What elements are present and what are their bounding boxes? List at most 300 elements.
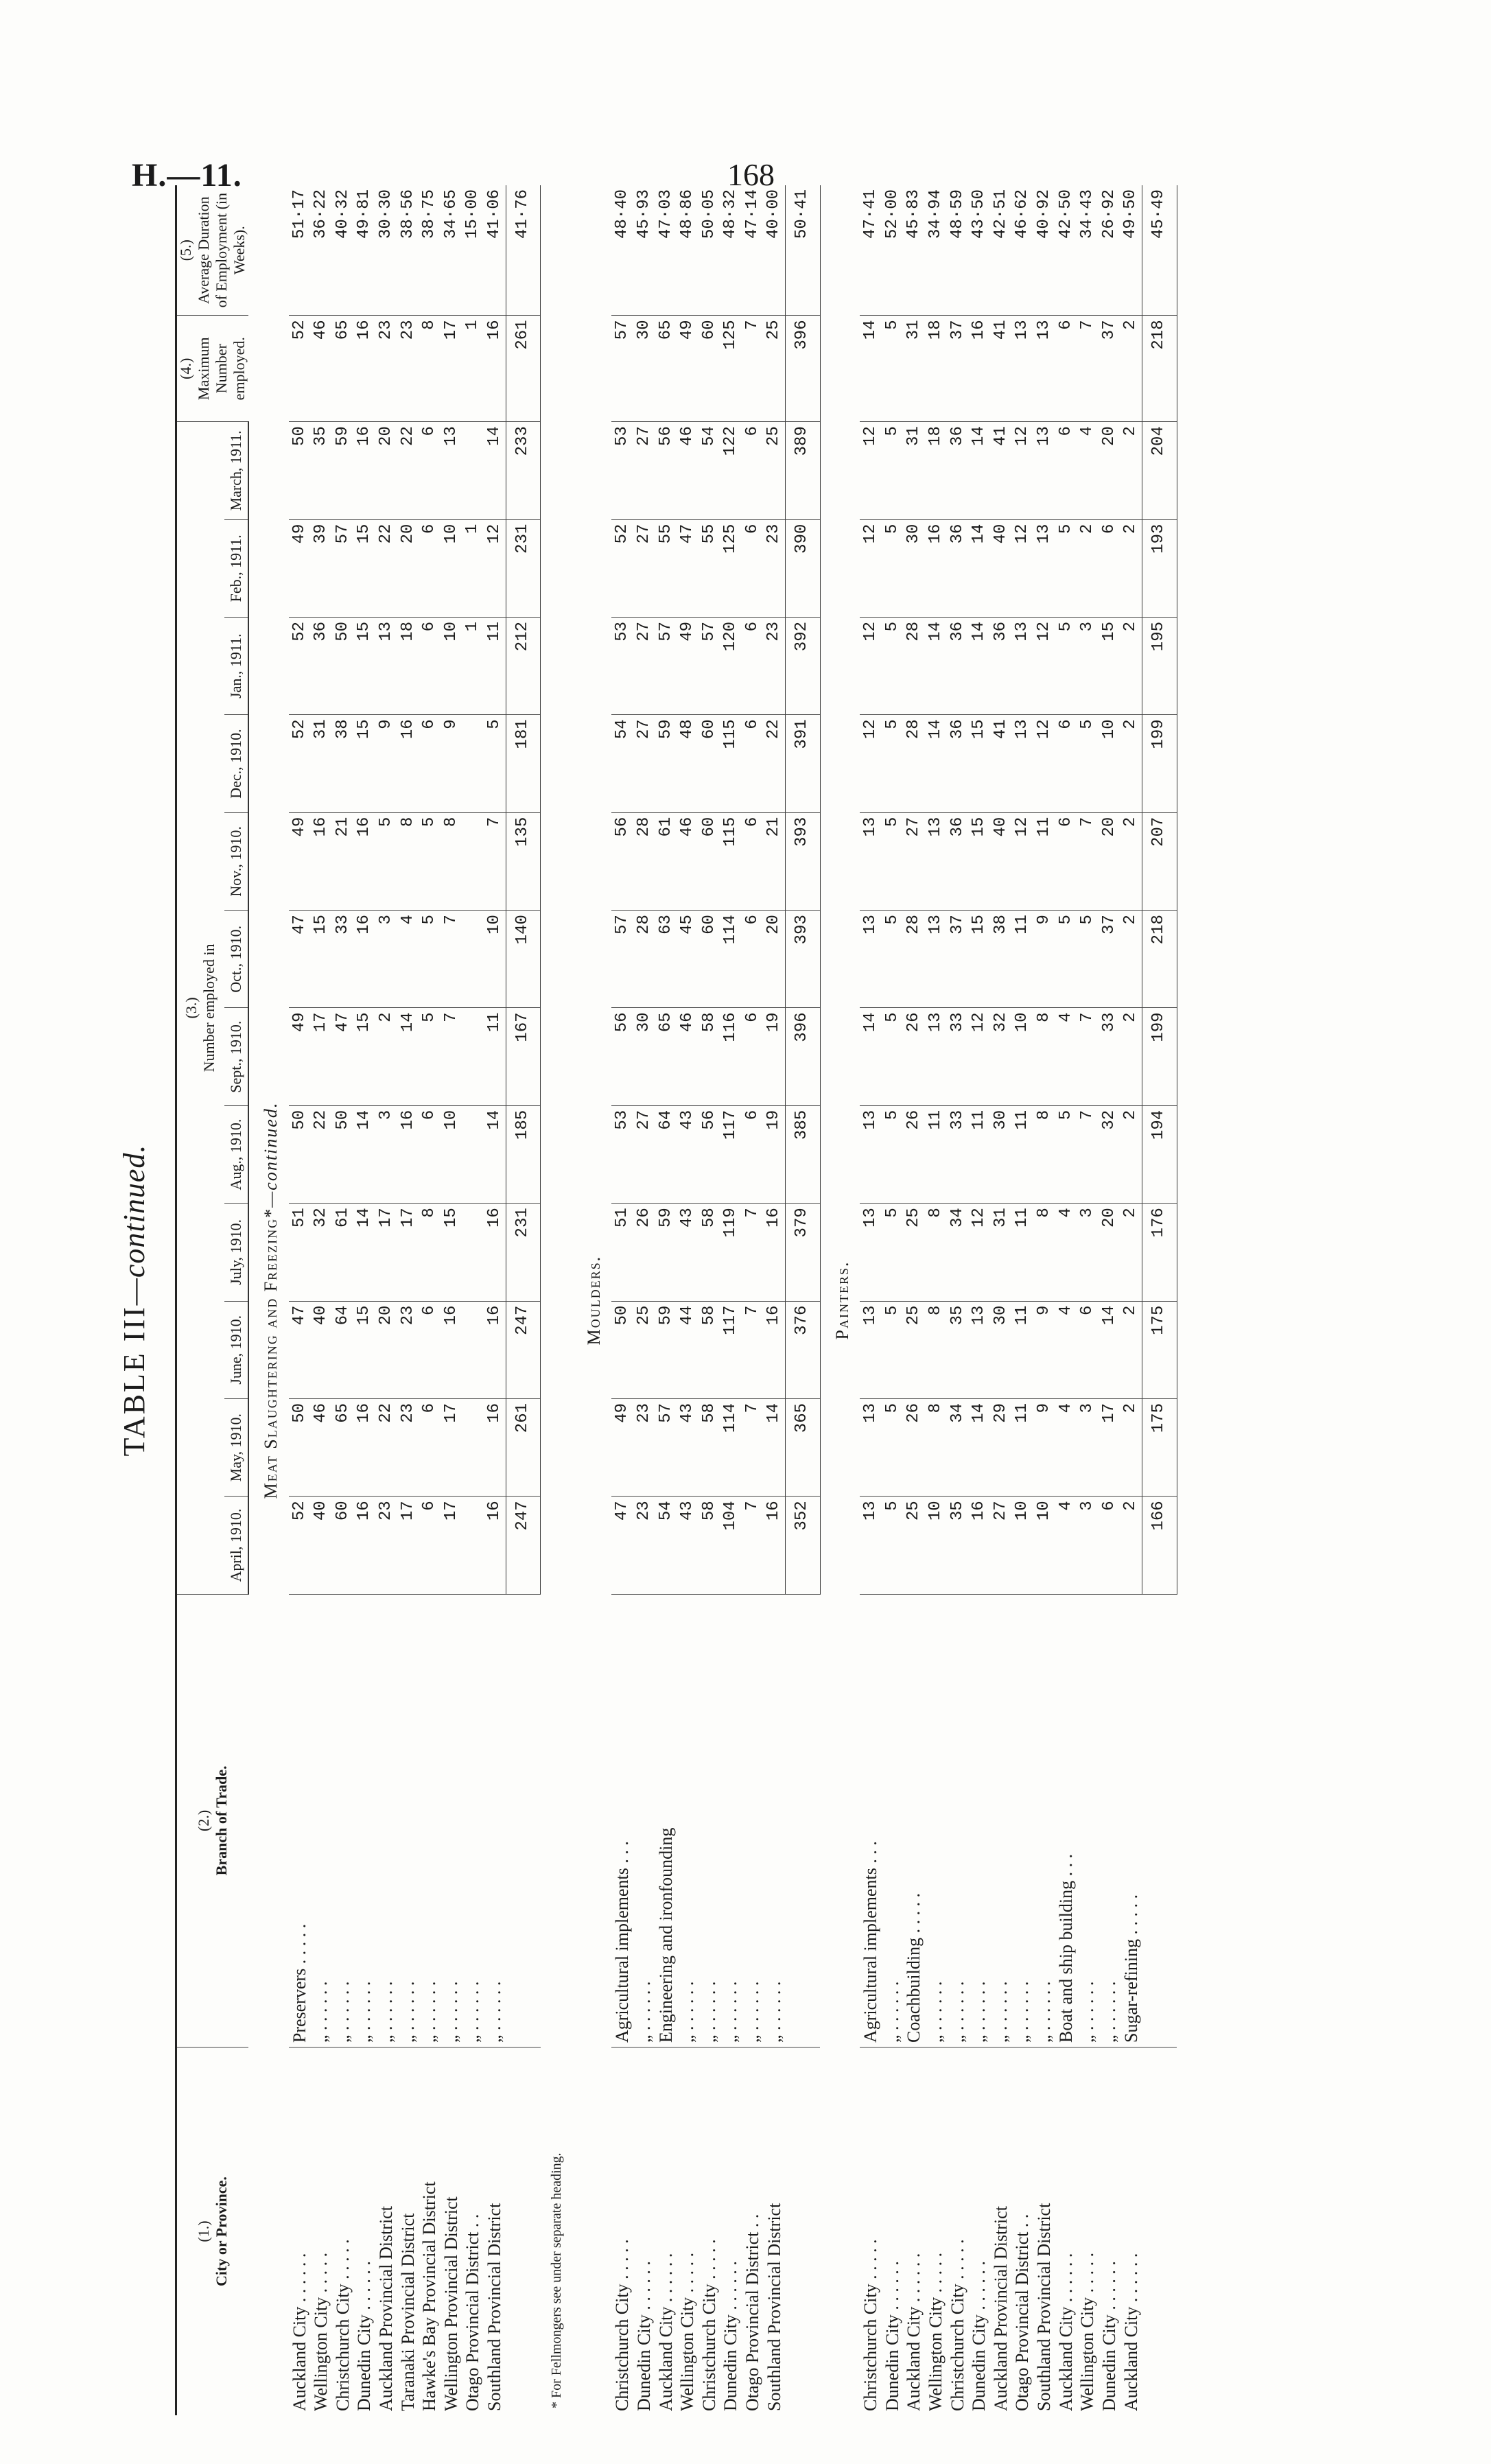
table-row <box>903 185 925 2415</box>
total-month-cell: 195 <box>1142 617 1177 714</box>
total-month-cell: 391 <box>786 715 821 812</box>
table-body <box>248 185 1177 2415</box>
header-average-label: Average Duration of Employment (in Weeks). <box>195 192 248 308</box>
city-cell: Taranaki Provincial District <box>397 2213 418 2411</box>
month-value-cell: 12 <box>860 617 882 714</box>
avg-duration-cell: 38·75 <box>419 185 441 316</box>
month-value-cell: 16 <box>925 519 947 617</box>
table-row <box>1077 185 1099 2415</box>
month-value-cell: 2 <box>1120 617 1142 714</box>
month-value-cell: 32 <box>990 1008 1012 1105</box>
avg-duration-cell: 34·65 <box>441 185 462 316</box>
max-employed-cell: 16 <box>353 316 375 422</box>
max-employed-cell: 17 <box>441 316 462 422</box>
month-value-cell: 30 <box>990 1105 1012 1203</box>
avg-duration-cell: 47·41 <box>860 185 882 316</box>
month-value-cell: 33 <box>947 1105 969 1203</box>
month-value-cell: 6 <box>419 617 441 714</box>
month-value-cell: 14 <box>484 1105 506 1203</box>
month-value-cell: 22 <box>375 1398 397 1496</box>
header-month: Nov., 1910. <box>224 812 248 910</box>
branch-cell: „ . . . . . . <box>375 1594 397 2047</box>
month-value-cell: 3 <box>375 911 397 1008</box>
city-cell: Dunedin City . . . . . . <box>969 2261 989 2411</box>
month-value-cell: 14 <box>925 715 947 812</box>
max-employed-cell: 65 <box>655 316 677 422</box>
month-value-cell: 4 <box>1077 422 1099 519</box>
month-value-cell <box>462 1497 484 1594</box>
month-value-cell: 9 <box>1033 1301 1055 1398</box>
branch-cell: „ . . . . . . <box>925 1594 947 2047</box>
section-heading <box>572 185 612 2415</box>
month-value-cell: 7 <box>742 1204 764 1301</box>
branch-cell: Coachbuilding . . . . . <box>903 1594 925 2047</box>
month-value-cell: 9 <box>1033 911 1055 1008</box>
avg-duration-cell: 48·59 <box>947 185 969 316</box>
month-value-cell: 37 <box>1099 911 1120 1008</box>
month-value-cell: 20 <box>1099 422 1120 519</box>
month-value-cell: 25 <box>633 1301 655 1398</box>
avg-duration-cell: 34·94 <box>925 185 947 316</box>
month-value-cell: 26 <box>633 1204 655 1301</box>
month-value-cell: 15 <box>441 1204 462 1301</box>
month-value-cell: 10 <box>441 617 462 714</box>
month-value-cell: 22 <box>763 715 785 812</box>
month-value-cell: 59 <box>332 422 354 519</box>
month-value-cell: 13 <box>375 617 397 714</box>
month-value-cell: 35 <box>947 1301 969 1398</box>
month-value-cell: 21 <box>332 812 354 910</box>
month-value-cell: 28 <box>903 715 925 812</box>
total-month-cell: 393 <box>786 812 821 910</box>
table-row <box>484 185 506 2415</box>
month-value-cell: 55 <box>655 519 677 617</box>
avg-duration-cell: 47·03 <box>655 185 677 316</box>
total-month-cell: 233 <box>506 422 541 519</box>
month-value-cell: 14 <box>968 422 990 519</box>
month-value-cell: 53 <box>611 1105 633 1203</box>
total-month-cell: 193 <box>1142 519 1177 617</box>
month-value-cell: 57 <box>655 1398 677 1496</box>
branch-cell: Agricultural implements . . . <box>611 1594 633 2047</box>
total-avg-cell: 45·49 <box>1142 185 1177 316</box>
table-row <box>611 185 633 2415</box>
month-value-cell: 15 <box>353 617 375 714</box>
month-value-cell: 12 <box>968 1204 990 1301</box>
avg-duration-cell: 45·83 <box>903 185 925 316</box>
month-value-cell: 116 <box>720 1008 742 1105</box>
month-value-cell: 2 <box>375 1008 397 1105</box>
header-month: Oct., 1910. <box>224 911 248 1008</box>
total-month-cell: 176 <box>1142 1204 1177 1301</box>
month-value-cell: 5 <box>375 812 397 910</box>
month-value-cell: 5 <box>1077 715 1099 812</box>
month-value-cell: 59 <box>655 715 677 812</box>
month-value-cell: 58 <box>698 1008 720 1105</box>
total-row <box>786 185 821 2415</box>
month-value-cell: 10 <box>1033 1497 1055 1594</box>
month-value-cell: 40 <box>310 1301 332 1398</box>
month-value-cell: 26 <box>903 1105 925 1203</box>
month-value-cell: 5 <box>484 715 506 812</box>
month-value-cell: 49 <box>289 1008 311 1105</box>
month-value-cell: 16 <box>353 1398 375 1496</box>
total-month-cell: 379 <box>786 1204 821 1301</box>
month-value-cell: 60 <box>698 911 720 1008</box>
month-value-cell: 27 <box>990 1497 1012 1594</box>
month-value-cell: 54 <box>611 715 633 812</box>
month-value-cell: 13 <box>860 911 882 1008</box>
month-value-cell: 104 <box>720 1497 742 1594</box>
header-month: Jan., 1911. <box>224 617 248 714</box>
month-value-cell: 11 <box>484 1008 506 1105</box>
month-value-cell: 7 <box>1077 1105 1099 1203</box>
total-month-cell: 167 <box>506 1008 541 1105</box>
month-value-cell: 55 <box>698 519 720 617</box>
month-value-cell: 117 <box>720 1105 742 1203</box>
avg-duration-cell: 40·00 <box>763 185 785 316</box>
city-cell: Auckland City . . . . . . <box>289 2253 309 2411</box>
avg-duration-cell: 41·06 <box>484 185 506 316</box>
month-value-cell: 10 <box>925 1497 947 1594</box>
month-value-cell: 60 <box>698 715 720 812</box>
total-month-cell: 393 <box>786 911 821 1008</box>
month-value-cell: 2 <box>1120 1008 1142 1105</box>
header-month: July, 1910. <box>224 1204 248 1301</box>
month-value-cell: 46 <box>677 812 698 910</box>
month-value-cell: 50 <box>332 1105 354 1203</box>
month-value-cell: 48 <box>677 715 698 812</box>
month-value-cell: 43 <box>677 1105 698 1203</box>
month-value-cell: 9 <box>1033 1398 1055 1496</box>
month-value-cell: 33 <box>1099 1008 1120 1105</box>
branch-cell: Engineering and ironfounding <box>655 1594 677 2047</box>
month-value-cell: 16 <box>484 1204 506 1301</box>
month-value-cell <box>462 1204 484 1301</box>
month-value-cell: 27 <box>633 422 655 519</box>
month-value-cell: 25 <box>903 1301 925 1398</box>
month-value-cell: 2 <box>1120 911 1142 1008</box>
month-value-cell: 2 <box>1077 519 1099 617</box>
header-month: April, 1910. <box>224 1497 248 1594</box>
month-value-cell: 17 <box>441 1398 462 1496</box>
max-employed-cell: 65 <box>332 316 354 422</box>
month-value-cell: 31 <box>990 1204 1012 1301</box>
month-value-cell: 36 <box>947 422 969 519</box>
month-value-cell: 46 <box>310 1398 332 1496</box>
month-value-cell: 6 <box>419 1301 441 1398</box>
month-value-cell <box>462 1105 484 1203</box>
month-value-cell: 59 <box>655 1204 677 1301</box>
header-month: June, 1910. <box>224 1301 248 1398</box>
max-employed-cell: 31 <box>903 316 925 422</box>
month-value-cell: 14 <box>968 617 990 714</box>
avg-duration-cell: 26·92 <box>1099 185 1120 316</box>
month-value-cell: 6 <box>1099 519 1120 617</box>
month-value-cell: 27 <box>633 617 655 714</box>
table-row <box>441 185 462 2415</box>
total-month-cell: 390 <box>786 519 821 617</box>
table-row <box>310 185 332 2415</box>
month-value-cell: 3 <box>1077 1398 1099 1496</box>
total-month-cell: 135 <box>506 812 541 910</box>
month-value-cell: 15 <box>968 911 990 1008</box>
branch-cell: „ . . . . . . <box>947 1594 969 2047</box>
city-cell: Otago Provincial District . . <box>742 2214 762 2411</box>
month-value-cell: 17 <box>397 1204 419 1301</box>
month-value-cell: 9 <box>375 715 397 812</box>
month-value-cell: 41 <box>990 422 1012 519</box>
avg-duration-cell: 46·62 <box>1011 185 1033 316</box>
month-value-cell: 50 <box>289 1398 311 1496</box>
header-month: Aug., 1910. <box>224 1105 248 1203</box>
city-cell: Otago Provincial District . . <box>1012 2214 1033 2411</box>
month-value-cell: 21 <box>763 812 785 910</box>
month-value-cell: 4 <box>397 911 419 1008</box>
max-employed-cell: 7 <box>1077 316 1099 422</box>
month-value-cell <box>462 1008 484 1105</box>
total-month-cell: 185 <box>506 1105 541 1203</box>
month-value-cell: 49 <box>611 1398 633 1496</box>
city-cell: Hawke's Bay Provincial District <box>419 2181 440 2411</box>
employment-table <box>175 185 1177 2415</box>
header-average-number: (5.) <box>177 239 194 261</box>
month-value-cell: 13 <box>860 1301 882 1398</box>
avg-duration-cell: 34·43 <box>1077 185 1099 316</box>
max-employed-cell: 125 <box>720 316 742 422</box>
month-value-cell: 23 <box>763 617 785 714</box>
total-month-cell: 207 <box>1142 812 1177 910</box>
month-value-cell: 12 <box>1011 422 1033 519</box>
avg-duration-cell: 48·32 <box>720 185 742 316</box>
table-row <box>882 185 904 2415</box>
month-value-cell: 16 <box>353 911 375 1008</box>
branch-cell: „ . . . . . . <box>990 1594 1012 2047</box>
month-value-cell: 52 <box>611 519 633 617</box>
table-row <box>289 185 311 2415</box>
month-value-cell: 12 <box>1011 519 1033 617</box>
table-row <box>925 185 947 2415</box>
total-month-cell: 385 <box>786 1105 821 1203</box>
month-value-cell: 4 <box>1055 1301 1077 1398</box>
avg-duration-cell: 49·81 <box>353 185 375 316</box>
table-row <box>419 185 441 2415</box>
branch-cell: „ . . . . . . <box>310 1594 332 2047</box>
month-value-cell: 3 <box>1077 1204 1099 1301</box>
branch-cell: „ . . . . . . <box>742 1594 764 2047</box>
month-value-cell: 16 <box>484 1398 506 1496</box>
city-cell: Dunedin City . . . . . . <box>882 2261 902 2411</box>
max-employed-cell: 13 <box>1011 316 1033 422</box>
month-value-cell: 15 <box>310 911 332 1008</box>
total-month-cell: 389 <box>786 422 821 519</box>
month-value-cell: 36 <box>947 519 969 617</box>
month-value-cell: 11 <box>1011 1398 1033 1496</box>
month-value-cell: 57 <box>698 617 720 714</box>
month-value-cell: 6 <box>1055 812 1077 910</box>
avg-duration-cell: 49·50 <box>1120 185 1142 316</box>
table-row <box>397 185 419 2415</box>
month-value-cell: 34 <box>947 1204 969 1301</box>
branch-cell: „ . . . . . . <box>698 1594 720 2047</box>
max-employed-cell: 16 <box>968 316 990 422</box>
branch-cell: „ . . . . . . <box>484 1594 506 2047</box>
total-spacer-branch <box>1142 1594 1177 2047</box>
month-value-cell: 46 <box>677 422 698 519</box>
month-value-cell: 6 <box>1055 422 1077 519</box>
month-value-cell: 5 <box>1077 911 1099 1008</box>
month-value-cell: 53 <box>611 617 633 714</box>
month-value-cell: 19 <box>763 1105 785 1203</box>
month-value-cell: 39 <box>310 519 332 617</box>
max-employed-cell: 60 <box>698 316 720 422</box>
month-value-cell: 7 <box>1077 1008 1099 1105</box>
city-cell: Auckland City . . . . . . <box>1120 2253 1141 2411</box>
month-value-cell: 27 <box>633 715 655 812</box>
month-value-cell: 12 <box>484 519 506 617</box>
city-cell: Auckland City . . . . . . <box>904 2253 924 2411</box>
month-value-cell: 6 <box>419 1398 441 1496</box>
month-value-cell: 20 <box>375 422 397 519</box>
month-value-cell: 43 <box>677 1204 698 1301</box>
header-branch-number: (2.) <box>195 1809 212 1831</box>
month-value-cell: 5 <box>1055 519 1077 617</box>
month-value-cell: 11 <box>1011 1301 1033 1398</box>
page-reference: H.—11. <box>132 157 242 193</box>
month-value-cell: 45 <box>677 911 698 1008</box>
month-value-cell: 5 <box>882 1301 904 1398</box>
max-employed-cell: 46 <box>310 316 332 422</box>
header-month: March, 1911. <box>224 422 248 519</box>
total-month-cell: 199 <box>1142 715 1177 812</box>
month-value-cell: 2 <box>1120 812 1142 910</box>
city-cell: Auckland City . . . . . . <box>1055 2253 1076 2411</box>
month-value-cell: 23 <box>633 1497 655 1594</box>
branch-cell: „ . . . . . . <box>633 1594 655 2047</box>
page-number: 168 <box>727 157 775 192</box>
month-value-cell: 17 <box>375 1204 397 1301</box>
city-cell: Wellington City . . . . . <box>677 2252 698 2411</box>
header-month: May, 1910. <box>224 1398 248 1496</box>
month-value-cell: 61 <box>332 1204 354 1301</box>
month-value-cell: 2 <box>1120 1204 1142 1301</box>
total-month-cell: 247 <box>506 1301 541 1398</box>
month-value-cell: 11 <box>1011 1204 1033 1301</box>
month-value-cell: 10 <box>441 1105 462 1203</box>
month-value-cell: 31 <box>310 715 332 812</box>
table-caption-title: TABLE III <box>117 1305 151 1457</box>
month-value-cell: 2 <box>1120 1497 1142 1594</box>
month-value-cell: 51 <box>289 1204 311 1301</box>
branch-cell: „ . . . . . . <box>720 1594 742 2047</box>
month-value-cell: 5 <box>882 1204 904 1301</box>
month-value-cell: 16 <box>397 1105 419 1203</box>
month-value-cell: 5 <box>882 1497 904 1594</box>
month-value-cell: 6 <box>742 519 764 617</box>
month-value-cell: 4 <box>1055 1398 1077 1496</box>
month-value-cell: 38 <box>332 715 354 812</box>
month-value-cell: 14 <box>860 1008 882 1105</box>
month-value-cell: 56 <box>698 1105 720 1203</box>
month-value-cell: 13 <box>925 1008 947 1105</box>
section-title-suffix: —continued. <box>261 1101 281 1208</box>
month-value-cell: 17 <box>441 1497 462 1594</box>
table-row <box>990 185 1012 2415</box>
month-value-cell: 5 <box>882 1105 904 1203</box>
section-heading-row <box>820 185 860 2415</box>
city-cell: Southland Provincial District <box>764 2203 784 2411</box>
month-value-cell: 50 <box>289 1105 311 1203</box>
total-month-cell: 247 <box>506 1497 541 1594</box>
total-max-cell: 396 <box>786 316 821 422</box>
month-value-cell: 16 <box>353 812 375 910</box>
total-month-cell: 218 <box>1142 911 1177 1008</box>
month-value-cell: 8 <box>419 1204 441 1301</box>
month-value-cell: 47 <box>332 1008 354 1105</box>
total-spacer-city <box>786 2048 821 2415</box>
month-value-cell: 5 <box>419 1008 441 1105</box>
section-heading-row <box>248 185 289 2415</box>
table-row <box>1120 185 1142 2415</box>
header-month: Sept., 1910. <box>224 1008 248 1105</box>
month-value-cell: 7 <box>742 1301 764 1398</box>
city-cell: Wellington City . . . . . <box>311 2252 331 2411</box>
month-value-cell: 114 <box>720 911 742 1008</box>
month-value-cell: 10 <box>484 911 506 1008</box>
avg-duration-cell: 40·32 <box>332 185 354 316</box>
month-value-cell: 47 <box>289 1301 311 1398</box>
month-value-cell: 7 <box>1077 812 1099 910</box>
month-value-cell: 50 <box>611 1301 633 1398</box>
header-city-label: City or Province. <box>213 2176 230 2286</box>
max-employed-cell: 6 <box>1055 316 1077 422</box>
total-month-cell: 175 <box>1142 1301 1177 1398</box>
month-value-cell: 52 <box>289 617 311 714</box>
branch-cell: „ . . . . . . <box>968 1594 990 2047</box>
month-value-cell: 4 <box>1055 1497 1077 1594</box>
month-value-cell: 35 <box>947 1497 969 1594</box>
max-employed-cell: 5 <box>882 316 904 422</box>
total-month-cell: 396 <box>786 1008 821 1105</box>
month-value-cell: 36 <box>990 617 1012 714</box>
month-value-cell: 58 <box>698 1398 720 1496</box>
month-value-cell: 5 <box>1055 617 1077 714</box>
table-row <box>1033 185 1055 2415</box>
month-value-cell: 63 <box>655 911 677 1008</box>
month-value-cell: 16 <box>763 1204 785 1301</box>
month-value-cell: 37 <box>947 911 969 1008</box>
city-cell: Auckland Provincial District <box>990 2206 1011 2411</box>
max-employed-cell: 2 <box>1120 316 1142 422</box>
month-value-cell: 23 <box>763 519 785 617</box>
city-cell: Otago Provincial District . . <box>462 2214 483 2411</box>
month-value-cell: 15 <box>353 519 375 617</box>
month-value-cell: 11 <box>968 1105 990 1203</box>
month-value-cell: 6 <box>742 1008 764 1105</box>
month-value-cell: 16 <box>397 715 419 812</box>
month-value-cell: 120 <box>720 617 742 714</box>
month-value-cell: 19 <box>763 1008 785 1105</box>
month-value-cell: 2 <box>1120 422 1142 519</box>
max-employed-cell: 13 <box>1033 316 1055 422</box>
month-value-cell: 11 <box>484 617 506 714</box>
month-value-cell: 1 <box>462 519 484 617</box>
month-value-cell: 28 <box>633 911 655 1008</box>
header-average <box>176 185 249 316</box>
month-value-cell: 23 <box>375 1497 397 1594</box>
month-value-cell: 15 <box>353 1301 375 1398</box>
month-value-cell: 14 <box>968 519 990 617</box>
